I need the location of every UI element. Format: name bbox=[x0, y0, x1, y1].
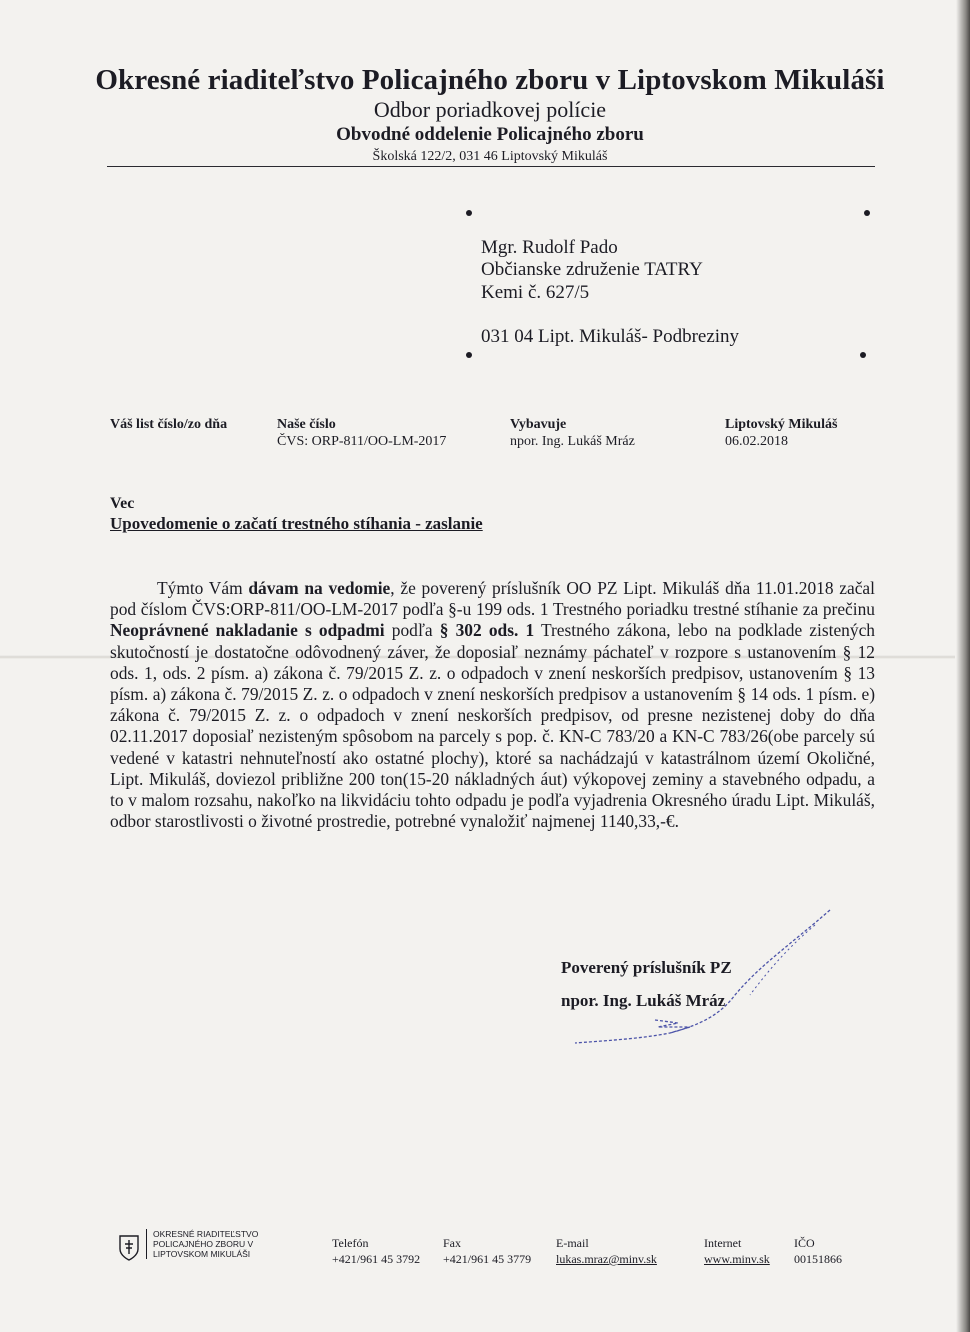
website-link[interactable]: www.minv.sk bbox=[704, 1252, 770, 1266]
body-text-3: podľa bbox=[384, 620, 440, 641]
subject-label: Vec bbox=[110, 495, 135, 512]
footer-org-name: OKRESNÉ RIADITEĽSTVO POLICAJNÉHO ZBORU V LIPTOVSKOM MIKULÁŠI bbox=[146, 1229, 293, 1259]
address-corner-mark bbox=[466, 352, 472, 358]
body-text-2: , že poverený príslušník OO PZ Lipt. Mikuláš dňa 11.01.2018 začal pod číslom ČVS:ORP-811/OO-LM-2017 podľa §-u 199 ods. 1 Trestného poriadku trestné stíhanie za prečinu bbox=[110, 578, 875, 620]
ico-label: IČO bbox=[794, 1236, 815, 1250]
header-rule bbox=[107, 166, 875, 167]
email-link[interactable]: lukas.mraz@minv.sk bbox=[556, 1252, 657, 1266]
page-edge-shadow bbox=[956, 0, 970, 1332]
internet-label: Internet bbox=[704, 1236, 742, 1250]
body-text-1: Týmto Vám bbox=[157, 578, 249, 598]
handwritten-signature bbox=[560, 905, 850, 1055]
subject-title: Upovedomenie o začatí trestného stíhania - zaslanie bbox=[110, 514, 483, 533]
body-bold-1: dávam na vedomie bbox=[248, 578, 391, 598]
address-corner-mark bbox=[860, 352, 866, 358]
fax-label: Fax bbox=[443, 1236, 461, 1250]
body-text-4: Trestného zákona, lebo na podklade zistených skutočností je dostatočne odôvodnený záver, že doposiaľ neznámy páchateľ v rozpore s ustanovením § 12 ods. 1, ods. 2 písm. a) zákona č. 79/2015 Z. z. o odpadoch v znení neskorších predpisov, ustanovením § 13 písm. a) zákona č. 79/2015 Z. z. o odpadoch v znení neskorších predpisov a ustanovením § 14 ods. 1 písm. e) zákona č. 79/2015 Z. z. o odpadoch v znení neskorších predpisov, od presne nezistenej doby do dňa 02.11.2017 doposiaľ nezisteným spôsobom na parcely s pop. č. KN-C 783/20 a KN-C 783/26(obe parcely sú vedené v katastri nehnuteľností ako ostatné plochy), ktoré sa nachádzajú v katastrálnom území Okoličné, Lipt. Mikuláš, doviezol približne 200 ton(15-20 nákladných áut) výkopovej zeminy a stavebného odpadu, a to v malom rozsahu, nakoľko na likvidáciu tohto odpadu je podľa vyjadrenia Okresného úradu Lipt. Mikuláš, odbor starostlivosti o životné prostredie, potrebné vynaložiť najmenej 1140,33,-€. bbox=[110, 620, 875, 832]
header-address: Školská 122/2, 031 46 Liptovský Mikuláš bbox=[372, 149, 608, 164]
signature-name: npor. Ing. Lukáš Mráz bbox=[561, 991, 726, 1010]
header-department: Odbor poriadkovej polície bbox=[373, 97, 607, 122]
coat-of-arms-icon bbox=[118, 1234, 140, 1262]
phone-label: Telefón bbox=[332, 1236, 369, 1250]
header-office: Obvodné oddelenie Policajného zboru bbox=[336, 124, 644, 145]
ico-number: 00151866 bbox=[794, 1252, 842, 1266]
place-label: Liptovský Mikuláš bbox=[725, 417, 838, 432]
address-corner-mark bbox=[864, 210, 870, 216]
body-paragraph bbox=[110, 578, 875, 832]
handled-by: npor. Ing. Lukáš Mráz bbox=[510, 434, 635, 449]
our-number-label: Naše číslo bbox=[277, 417, 336, 432]
our-number: ČVS: ORP-811/OO-LM-2017 bbox=[277, 434, 447, 449]
body-bold-2: Neoprávnené nakladanie s odpadmi bbox=[110, 620, 385, 641]
body-bold-3: § 302 ods. 1 bbox=[439, 620, 535, 641]
letter-body bbox=[110, 578, 875, 832]
signature-role: Poverený príslušník PZ bbox=[561, 958, 732, 977]
handled-by-label: Vybavuje bbox=[510, 417, 567, 432]
email-label: E-mail bbox=[556, 1236, 589, 1250]
your-letter-label: Váš list číslo/zo dňa bbox=[110, 417, 228, 432]
header-org: Okresné riaditeľstvo Policajného zboru v Liptovskom Mikuláši bbox=[95, 64, 885, 96]
recipient-city: 031 04 Lipt. Mikuláš- Podbreziny bbox=[481, 326, 740, 347]
phone-number: +421/961 45 3792 bbox=[332, 1252, 421, 1266]
fax-number: +421/961 45 3779 bbox=[443, 1252, 532, 1266]
letter-date: 06.02.2018 bbox=[725, 434, 788, 449]
recipient-name: Mgr. Rudolf Pado bbox=[481, 237, 618, 258]
recipient-street: Kemi č. 627/5 bbox=[481, 282, 590, 303]
recipient-org: Občianske združenie TATRY bbox=[481, 259, 703, 280]
address-corner-mark bbox=[466, 210, 472, 216]
